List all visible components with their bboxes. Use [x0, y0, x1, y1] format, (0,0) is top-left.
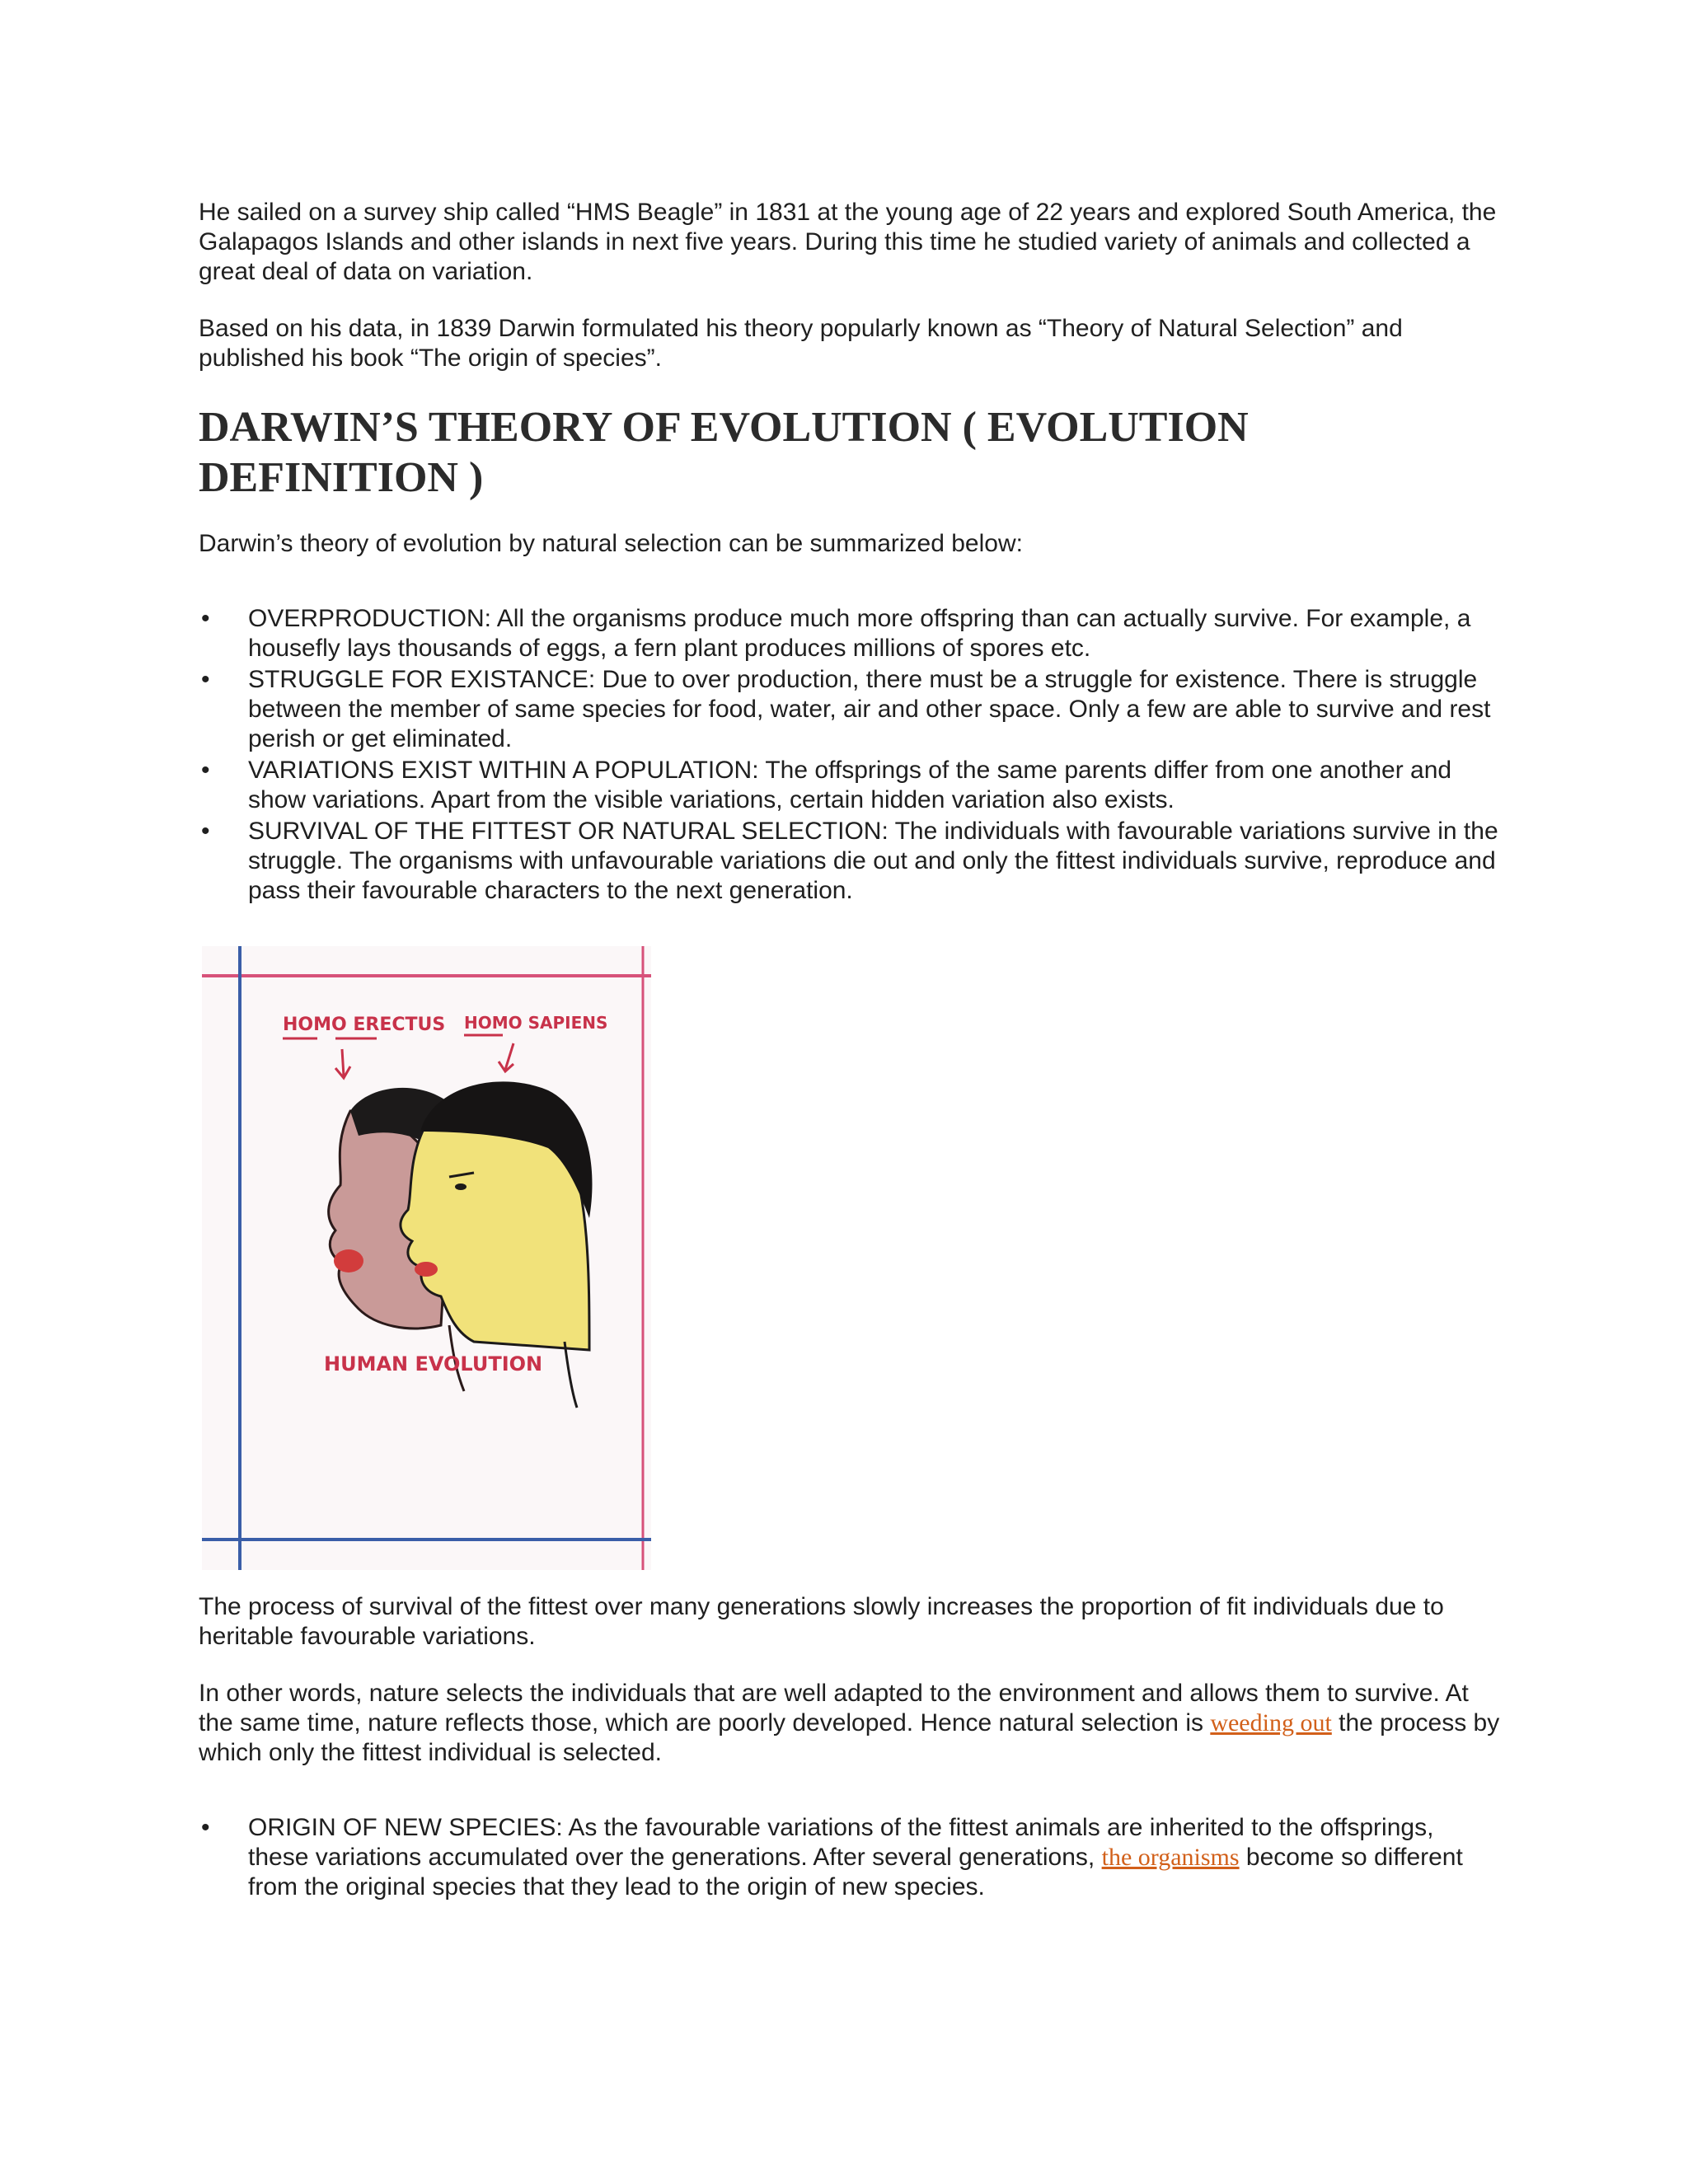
paragraph-proportion: The process of survival of the fittest over many generations slowly increases the proportion of fit individuals due to heritable favourable variations. [199, 1593, 1444, 1650]
summary-intro: Darwin’s theory of evolution by natural selection can be summarized below: [199, 530, 1023, 557]
paragraph-beagle: He sailed on a survey ship called “HMS Beagle” in 1831 at the young age of 22 years and explored South America, the Galapagos Islands and other islands in next five years. During this time he studied variety of animals and collected a great deal of data on variation. [199, 199, 1497, 285]
list-item: • VARIATIONS EXIST WITHIN A POPULATION: The offsprings of the same parents differ from one another and show variations. Apart from the visible variations, certain hidden variation also exists. [201, 757, 1452, 813]
bullet-icon: • [201, 666, 210, 693]
bullet-icon: • [201, 757, 210, 784]
paragraph-natural-selection: Based on his data, in 1839 Darwin formulated his theory popularly known as “Theory of Natural Selection” and published his book “The origin of species”. [199, 315, 1403, 372]
theory-bullet-list [199, 604, 1501, 906]
list-item: • ORIGIN OF NEW SPECIES: As the favourable variations of the fittest animals are inherited to the offsprings, these variations accumulated over the generations. After several generations, the organisms become so different from the original species that they lead to the origin of new species. [201, 1814, 1463, 1900]
link-weeding-out[interactable]: weeding out [1210, 1709, 1332, 1736]
bullet-icon: • [201, 818, 210, 845]
document-body-continued [199, 1592, 1501, 1904]
origin-bullet-list [199, 1813, 1501, 1902]
link-the-organisms[interactable]: the organisms [1101, 1844, 1240, 1871]
list-item: • SURVIVAL OF THE FITTEST OR NATURAL SELECTION: The individuals with favourable variations survive in the struggle. The organisms with unfavourable variations die out and only the fittest individuals survive, reproduce and pass their favourable characters to the next generation. [201, 818, 1498, 904]
document-body [199, 198, 1501, 907]
bullet-icon: • [201, 605, 210, 632]
label-homo-sapiens: HOMO SAPIENS [464, 1013, 608, 1033]
list-item: • OVERPRODUCTION: All the organisms produce much more offspring than can actually survive. For example, a housefly lays thousands of eggs, a fern plant produces millions of spores etc. [201, 605, 1471, 662]
bullet-icon: • [201, 1814, 210, 1841]
section-heading: DARWIN’S THEORY OF EVOLUTION ( EVOLUTION DEFINITION ) [199, 404, 1249, 501]
figure-caption: HUMAN EVOLUTION [324, 1352, 543, 1376]
human-evolution-drawing [202, 946, 651, 1570]
paragraph-other-words: In other words, nature selects the individuals that are well adapted to the environment and allows them to survive. At the same time, nature reflects those, which are poorly developed. Hence natural selection is weeding out the process by which only the fittest individual is selected. [199, 1680, 1500, 1766]
list-item: • STRUGGLE FOR EXISTANCE: Due to over production, there must be a struggle for existence. There is struggle between the member of same species for food, water, air and other space. Only a few are able to survive and rest perish or get eliminated. [201, 666, 1491, 752]
label-homo-erectus: HOMO ERECTUS [283, 1015, 446, 1035]
